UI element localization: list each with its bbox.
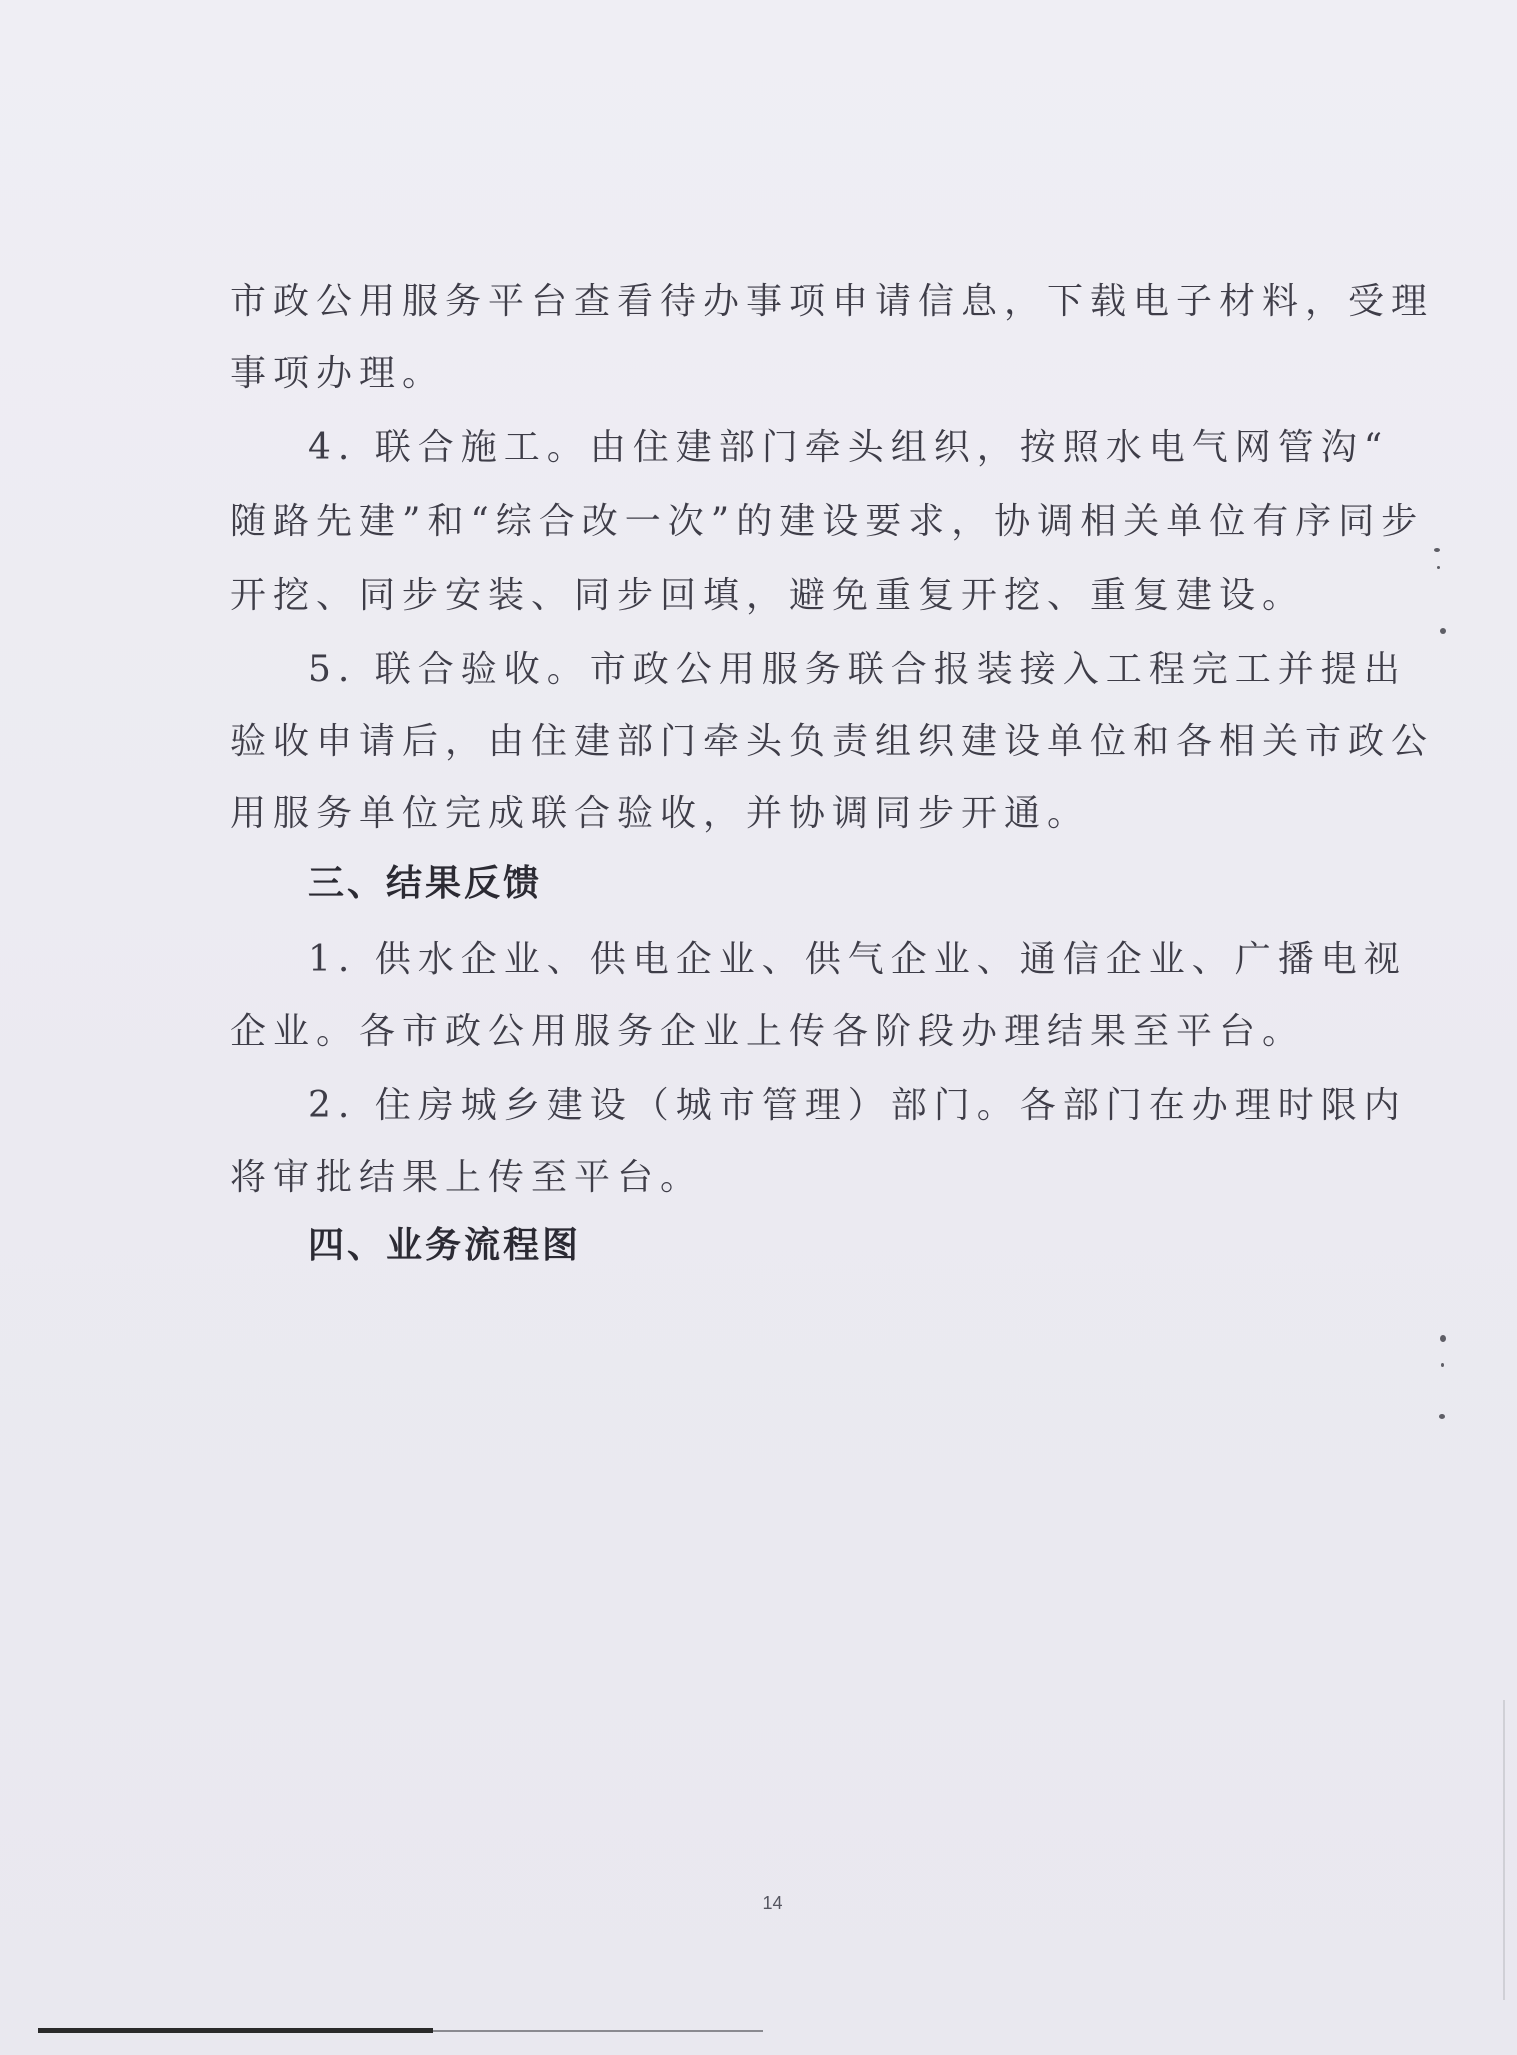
- paragraph-joint-construction: 4. 联合施工。由住建部门牵头组织，按照水电气网管沟“: [308, 427, 1390, 468]
- scan-speck: [1439, 1414, 1445, 1419]
- scan-speck: [1434, 548, 1440, 552]
- page-number: 14: [762, 1893, 783, 1913]
- scan-speck: [1437, 566, 1440, 569]
- body-line: 开挖、同步安装、同步回填，避免重复开挖、重复建设。: [230, 575, 1306, 616]
- body-line: 市政公用服务平台查看待办事项申请信息，下载电子材料，受理: [230, 281, 1435, 322]
- body-line: 事项办理。: [230, 353, 446, 394]
- scan-speck: [1440, 628, 1446, 634]
- section-heading-flowchart: 四、业务流程图: [308, 1225, 582, 1266]
- body-line: 验收申请后，由住建部门牵头负责组织建设单位和各相关市政公: [230, 721, 1435, 762]
- paragraph-joint-acceptance: 5. 联合验收。市政公用服务联合报装接入工程完工并提出: [308, 649, 1407, 690]
- body-line: 企业。各市政公用服务企业上传各阶段办理结果至平台。: [230, 1011, 1306, 1052]
- section-heading-result-feedback: 三、结果反馈: [308, 863, 543, 904]
- paragraph-housing-department: 2. 住房城乡建设（城市管理）部门。各部门在办理时限内: [308, 1085, 1407, 1126]
- body-line: 随路先建”和“综合改一次”的建设要求，协调相关单位有序同步: [230, 501, 1425, 542]
- body-line: 将审批结果上传至平台。: [230, 1157, 704, 1198]
- scan-speck: [1440, 1335, 1446, 1342]
- scan-speck: [1441, 1363, 1444, 1367]
- body-line: 用服务单位完成联合验收，并协调同步开通。: [230, 793, 1091, 834]
- scan-bottom-edge: [38, 2028, 433, 2033]
- scan-edge-shadow: [1503, 1700, 1505, 2000]
- scan-bottom-edge-faint: [433, 2030, 763, 2032]
- paragraph-enterprises: 1. 供水企业、供电企业、供气企业、通信企业、广播电视: [308, 939, 1407, 980]
